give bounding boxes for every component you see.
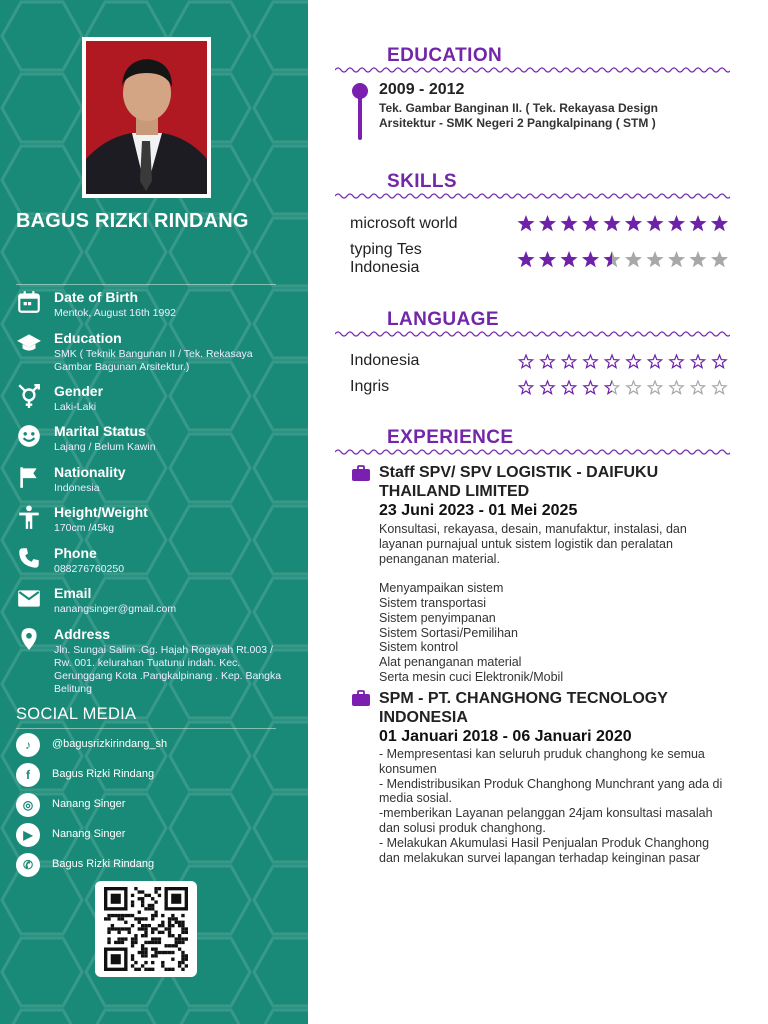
- tiktok-icon: ♪: [16, 733, 40, 757]
- flag-icon: [16, 464, 42, 490]
- education-heading: EDUCATION: [387, 45, 503, 66]
- info-value: Mentok, August 16th 1992: [54, 307, 177, 319]
- star-filled: [584, 355, 597, 368]
- youtube-icon: ▶: [16, 823, 40, 847]
- skill-name: microsoft world: [350, 215, 458, 232]
- social-media-heading: SOCIAL MEDIA: [16, 705, 137, 723]
- info-title: Date of Birth: [54, 289, 138, 305]
- wave-divider: [335, 448, 730, 456]
- star-empty: [711, 251, 728, 267]
- experience-line: Alat penanganan material: [379, 655, 522, 670]
- star-filled: [539, 215, 556, 231]
- language-rating-stars: [516, 352, 731, 372]
- facebook-icon: f: [16, 763, 40, 787]
- gender-icon: [16, 383, 42, 409]
- wave-divider: [335, 192, 730, 200]
- language-rating-stars: [516, 378, 731, 398]
- info-value: 088276760250: [54, 563, 125, 575]
- skill-rating-stars: [516, 214, 731, 234]
- info-title: Gender: [54, 383, 104, 399]
- skill-rating-stars: [516, 250, 731, 270]
- star-filled: [582, 251, 599, 267]
- star-empty: [625, 251, 642, 267]
- info-title: Education: [54, 330, 122, 346]
- language-name: Ingris: [350, 378, 390, 395]
- star-empty: [646, 251, 663, 267]
- wave-divider: [335, 330, 730, 338]
- person-icon: [16, 504, 42, 530]
- experience-line: - Melakukan Akumulasi Hasil Penjualan Produk Changhong dan melakukan survei lapangan terhadap keinginan pasar: [379, 835, 710, 865]
- profile-name: BAGUS RIZKI RINDANG: [16, 210, 249, 232]
- calendar-icon: [16, 289, 42, 315]
- info-title: Email: [54, 585, 92, 601]
- social-item-youtube[interactable]: [16, 823, 276, 847]
- star-empty: [668, 251, 685, 267]
- star-filled: [668, 215, 685, 231]
- social-label: Bagus Rizki Rindang: [52, 858, 155, 870]
- star-filled: [519, 381, 532, 394]
- experience-date: 23 Juni 2023 - 01 Mei 2025: [379, 502, 578, 519]
- experience-line: Menyampaikan sistem: [379, 581, 504, 596]
- star-filled: [670, 355, 683, 368]
- graduation-cap-icon: [16, 330, 42, 356]
- experience-line: [379, 566, 729, 581]
- star-empty: [670, 381, 683, 394]
- timeline-line: [358, 96, 362, 140]
- experience-description: [379, 522, 729, 685]
- qr-code-image: [103, 887, 189, 971]
- profile-photo: [86, 41, 207, 194]
- info-value: SMK ( Teknik Bangunan II / Tek. Rekasaya Gambar Bagunan Arsitektur.): [54, 348, 253, 373]
- star-filled: [541, 355, 554, 368]
- smiley-icon: [16, 423, 42, 449]
- star-filled: [713, 355, 726, 368]
- star-empty: [713, 381, 726, 394]
- star-filled: [562, 355, 575, 368]
- star-filled: [582, 215, 599, 231]
- star-filled: [584, 381, 597, 394]
- social-label: Nanang Singer: [52, 798, 126, 810]
- social-item-instagram[interactable]: [16, 793, 276, 817]
- info-title: Nationality: [54, 464, 126, 480]
- whatsapp-icon: ✆: [16, 853, 40, 877]
- experience-line: Sistem transportasi: [379, 595, 486, 610]
- social-item-tiktok[interactable]: [16, 733, 276, 757]
- info-title: Marital Status: [54, 423, 146, 439]
- star-filled: [689, 215, 706, 231]
- experience-line: Serta mesin cuci Elektronik/Mobil: [379, 669, 564, 684]
- social-label: Nanang Singer: [52, 828, 126, 840]
- star-filled: [625, 215, 642, 231]
- star-filled: [603, 215, 620, 231]
- social-label: @bagusrizkirindang_sh: [52, 738, 168, 750]
- star-filled: [711, 215, 728, 231]
- social-label: Bagus Rizki Rindang: [52, 768, 155, 780]
- star-filled: [560, 251, 577, 267]
- star-empty: [648, 381, 661, 394]
- sidebar: [0, 0, 308, 1024]
- info-title: Address: [54, 626, 111, 642]
- info-value: nanangsinger@gmail.com: [54, 603, 177, 615]
- star-half: [605, 381, 618, 394]
- location-pin-icon: [16, 626, 42, 652]
- social-divider: [16, 728, 276, 729]
- star-filled: [605, 355, 618, 368]
- star-filled: [541, 381, 554, 394]
- info-value: 170cm /45kg: [54, 522, 115, 534]
- star-filled: [517, 215, 534, 231]
- qr-code[interactable]: [95, 881, 197, 977]
- mail-icon: [16, 585, 42, 611]
- profile-photo-frame: [82, 37, 211, 198]
- skills-heading: SKILLS: [387, 171, 457, 192]
- experience-line: Sistem kontrol: [379, 640, 459, 655]
- experience-line: Sistem Sortasi/Pemilihan: [379, 625, 518, 640]
- star-filled: [646, 215, 663, 231]
- education-year: 2009 - 2012: [379, 81, 465, 98]
- experience-title: Staff SPV/ SPV LOGISTIK - DAIFUKU THAILAND LIMITED: [379, 464, 659, 500]
- info-value: Lajang / Belum Kawin: [54, 441, 156, 453]
- star-empty: [691, 381, 704, 394]
- star-filled: [691, 355, 704, 368]
- star-filled: [517, 251, 534, 267]
- language-heading: LANGUAGE: [387, 309, 499, 330]
- info-title: Height/Weight: [54, 504, 148, 520]
- education-description: Tek. Gambar Banginan II. ( Tek. Rekayasa Design Arsitektur - SMK Negeri 2 Pangkalpinang ( STM ): [379, 101, 658, 130]
- info-value: Indonesia: [54, 482, 100, 494]
- wave-divider: [335, 66, 730, 74]
- experience-description: [379, 747, 729, 865]
- star-filled: [562, 381, 575, 394]
- social-item-whatsapp[interactable]: [16, 853, 276, 877]
- phone-icon: [16, 545, 42, 571]
- social-item-facebook[interactable]: [16, 763, 276, 787]
- info-value: Jln. Sungai Salim .Gg. Hajah Rogayah Rt.003 / Rw. 001. kelurahan Tuatunu indah. Kec. Gerunggang Kota .Pangkalpinang . Kep. Bangka Belitung: [54, 644, 282, 695]
- star-filled: [627, 355, 640, 368]
- briefcase-icon: [352, 690, 370, 706]
- star-filled: [519, 355, 532, 368]
- experience-line: Sistem penyimpanan: [379, 610, 496, 625]
- info-title: Phone: [54, 545, 97, 561]
- star-filled: [539, 251, 556, 267]
- language-name: Indonesia: [350, 352, 420, 369]
- briefcase-icon: [352, 465, 370, 481]
- experience-line: - Mendistribusikan Produk Changhong Munchrant yang ada di media sosial.: [379, 776, 723, 806]
- star-empty: [689, 251, 706, 267]
- experience-line: Konsultasi, rekayasa, desain, manufaktur, instalasi, dan layanan purnajual untuk sistem logistik dan peralatan penanganan material.: [379, 522, 687, 566]
- skill-name: typing Tes Indonesia: [350, 241, 422, 276]
- star-half: [603, 251, 620, 267]
- experience-title: SPM - PT. CHANGHONG TECNOLOGY INDONESIA: [379, 690, 668, 726]
- sidebar-divider: [16, 284, 276, 285]
- star-filled: [648, 355, 661, 368]
- info-value: Laki-Laki: [54, 401, 97, 413]
- star-empty: [627, 381, 640, 394]
- experience-line: -memberikan Layanan pelanggan 24jam konsultasi masalah dan solusi produk changhong.: [379, 806, 713, 835]
- experience-heading: EXPERIENCE: [387, 427, 514, 448]
- experience-line: - Mempresentasi kan seluruh pruduk changhong ke semua konsumen: [379, 747, 705, 776]
- instagram-icon: ◎: [16, 793, 40, 817]
- experience-date: 01 Januari 2018 - 06 Januari 2020: [379, 728, 632, 745]
- star-filled: [560, 215, 577, 231]
